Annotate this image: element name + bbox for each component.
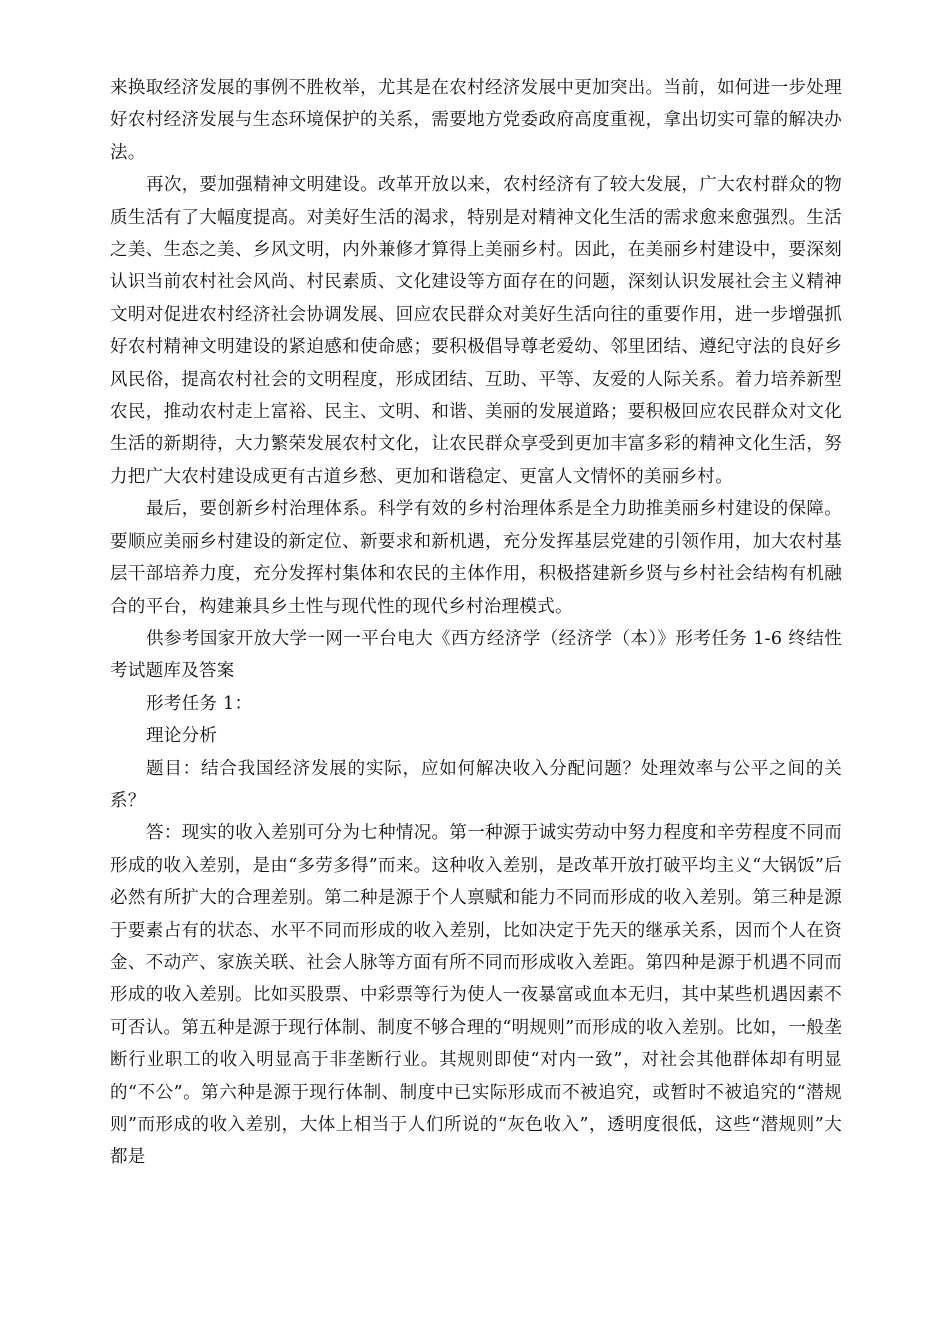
paragraph-reference-note: 供参考国家开放大学一网一平台电大《西方经济学（经济学（本）》形考任务 1-6 终结性考试题库及答案: [110, 628, 842, 682]
section-heading-task-1: 形考任务 1：: [146, 693, 253, 714]
paragraph-ecology-continuation: 来换取经济发展的事例不胜枚举，尤其是在农村经济发展中更加突出。当前，如何进一步处理好农村经济发展与生态环境保护的关系，需要地方党委政府高度重视，拿出切实可靠的解决办法。: [110, 78, 842, 163]
paragraph-rural-governance: 最后，要创新乡村治理体系。科学有效的乡村治理体系是全力助推美丽乡村建设的保障。要顺应美丽乡村建设的新定位、新要求和新机遇，充分发挥基层党建的引领作用，加大农村基层干部培养力度，充分发挥村集体和农民的主体作用，积极搭建新乡贤与乡村社会结构有机融合的平台，构建兼具乡土性与现代性的现代乡村治理模式。: [110, 499, 842, 617]
document-page: [110, 72, 842, 1174]
question-text: 题目：结合我国经济发展的实际，应如何解决收入分配问题？处理效率与公平之间的关系？: [110, 758, 842, 811]
section-heading-theory-analysis: 理论分析: [146, 726, 218, 747]
answer-text: 答：现实的收入差别可分为七种情况。第一种源于诚实劳动中努力程度和辛劳程度不同而形成的收入差别，是由“多劳多得”而来。这种收入差别，是改革开放打破平均主义“大锅饭”后必然有所扩大的合理差别。第二种是源于个人禀赋和能力不同而形成的收入差别。第三种是源于要素占有的状态、水平不同而形成的收入差别，比如决定于先天的继承关系，因而个人在资金、不动产、家族关联、社会人脉等方面有所不同而形成收入差距。第四种是源于机遇不同而形成的收入差别。比如买股票、中彩票等行为使人一夜暴富或血本无归，其中某些机遇因素不可否认。第五种是源于现行体制、制度不够合理的“明规则”而形成的收入差别。比如，一般垄断行业职工的收入明显高于非垄断行业。其规则即使“对内一致”，对社会其他群体却有明显的“不公”。第六种是源于现行体制、制度中已实际形成而不被追究，或暂时不被追究的“潜规则”而形成的收入差别，大体上相当于人们所说的“灰色收入”，透明度很低，这些“潜规则”大都是: [110, 823, 842, 1168]
paragraph-spiritual-civilization: 再次，要加强精神文明建设。改革开放以来，农村经济有了较大发展，广大农村群众的物质生活有了大幅度提高。对美好生活的渴求，特别是对精神文化生活的需求愈来愈强烈。生活之美、生态之美、乡风文明，内外兼修才算得上美丽乡村。因此，在美丽乡村建设中，要深刻认识当前农村社会风尚、村民素质、文化建设等方面存在的问题，深刻认识发展社会主义精神文明对促进农村经济社会协调发展、回应农民群众对美好生活向往的重要作用，进一步增强抓好农村精神文明建设的紧迫感和使命感；要积极倡导尊老爱幼、邻里团结、遵纪守法的良好乡风民俗，提高农村社会的文明程度，形成团结、互助、平等、友爱的人际关系。着力培养新型农民，推动农村走上富裕、民主、文明、和谐、美丽的发展道路；要积极回应农民群众对文化生活的新期待，大力繁荣发展农村文化，让农民群众享受到更加丰富多彩的精神文化生活，努力把广大农村建设成更有古道乡愁、更加和谐稳定、更富人文情怀的美丽乡村。: [110, 175, 842, 487]
